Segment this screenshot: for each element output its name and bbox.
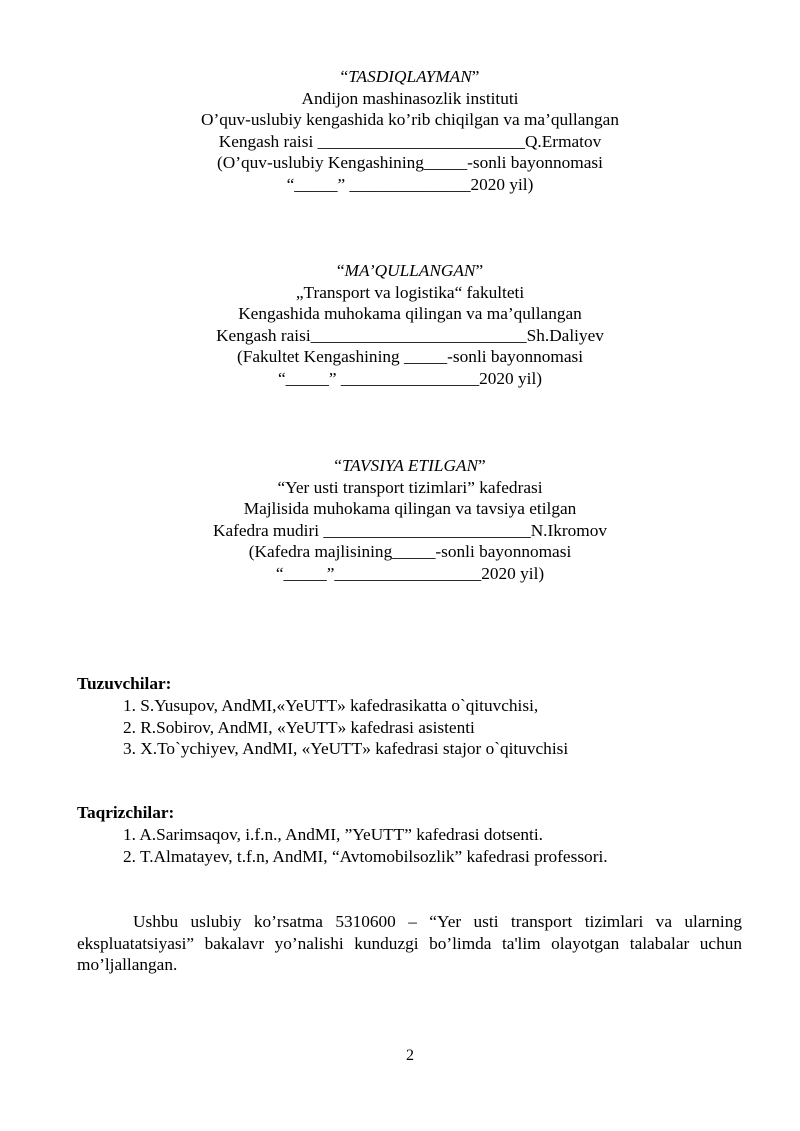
author-item: 2. R.Sobirov, AndMI, «YeUTT» kafedrasi asistenti — [123, 717, 475, 737]
approval-block-tavsiya — [0, 455, 800, 584]
approval-date-line: “_____” ________________2020 yil) — [278, 368, 542, 388]
approval-line: Kengashida muhokama qilingan va ma’qullangan — [238, 304, 582, 323]
reviewers-list — [123, 824, 608, 867]
approval-protocol-line: (Fakultet Kengashining _____-sonli bayonnomasi — [236, 347, 584, 366]
approval-date-line: “_____” ______________2020 yil) — [286, 174, 534, 194]
approval-line: “Yer usti transport tizimlari” kafedrasi — [277, 477, 543, 497]
description-paragraph: Ushbu uslubiy ko’rsatma 5310600 – “Yer usti transport tizimlari va ularning ekspluatatsiyasi” bakalavr yo’nalishi kunduzgi bo’limda ta'lim olayotgan talabalar uchun mo’ljallangan. — [77, 912, 742, 974]
approval-title: “TASDIQLAYMAN” — [340, 67, 480, 86]
approval-line: Andijon mashinasozlik instituti — [301, 88, 519, 108]
approval-title: “MA’QULLANGAN” — [336, 261, 484, 280]
reviewer-item: 2. T.Almatayev, t.f.n, AndMI, “Avtomobilsozlik” kafedrasi professori. — [123, 846, 608, 866]
reviewer-item: 1. A.Sarimsaqov, i.f.n., AndMI, ”YeUTT” kafedrasi dotsenti. — [123, 825, 543, 844]
page-number: 2 — [406, 1047, 414, 1064]
authors-list — [123, 695, 568, 760]
approval-protocol-line: (Kafedra majlisining_____-sonli bayonnomasi — [248, 542, 572, 561]
approval-line: O’quv-uslubiy kengashida ko’rib chiqilgan va ma’qullangan — [200, 110, 619, 129]
approval-block-maqullangan — [0, 260, 800, 389]
approval-line: „Transport va logistika“ fakulteti — [295, 282, 525, 302]
approval-line: Majlisida muhokama qilingan va tavsiya etilgan — [243, 499, 577, 518]
approval-title: “TAVSIYA ETILGAN” — [334, 456, 486, 475]
approval-signature-line: Kengash raisi ________________________Q.Ermatov — [218, 131, 602, 151]
approval-signature-line: Kafedra mudiri ________________________N.Ikromov — [212, 520, 608, 540]
approval-date-line: “_____”_________________2020 yil) — [275, 563, 545, 583]
author-item: 1. S.Yusupov, AndMI,«YeUTT» kafedrasikatta o`qituvchisi, — [123, 696, 539, 715]
reviewers-heading: Taqrizchilar: — [77, 803, 175, 822]
approval-block-tasdiqlayman — [0, 66, 800, 195]
approval-protocol-line: (O’quv-uslubiy Kengashining_____-sonli bayonnomasi — [217, 153, 603, 172]
authors-heading: Tuzuvchilar: — [77, 674, 172, 693]
approval-signature-line: Kengash raisi_________________________Sh.Daliyev — [216, 325, 604, 345]
author-item: 3. X.To`ychiyev, AndMI, «YeUTT» kafedrasi stajor o`qituvchisi — [123, 739, 569, 758]
